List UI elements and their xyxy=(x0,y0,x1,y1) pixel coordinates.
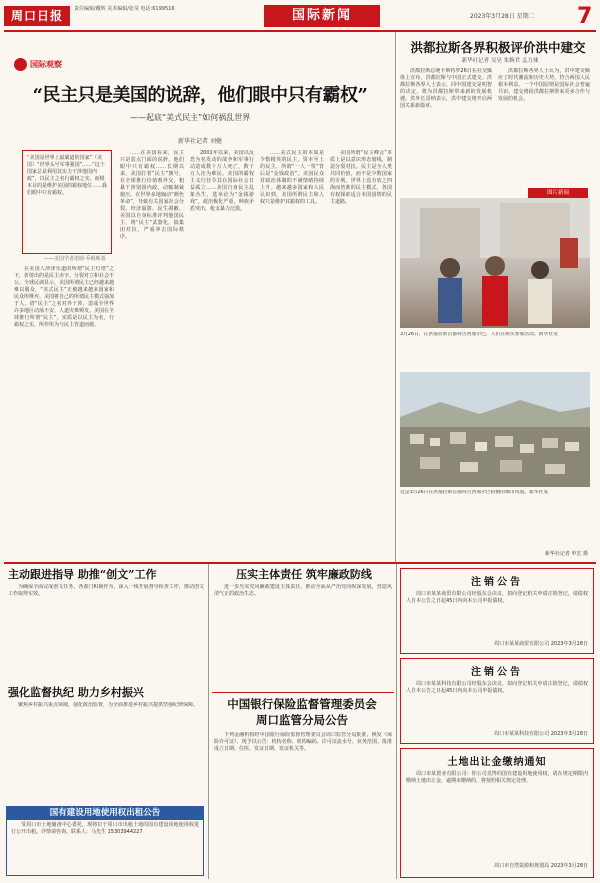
article3-body: 进一步压实党风廉政建设主体责任，推动全面从严治党向纵深发展，营造风清气正的政治生态。 xyxy=(214,584,392,597)
notice1-box xyxy=(400,568,594,654)
tag-circle-icon xyxy=(14,58,27,71)
photo-city-view-image xyxy=(400,372,590,487)
masthead-logo: 周口日报 xyxy=(4,6,70,26)
header-info-line: 责任编辑/戴辉 美术编辑/张昊 电话:6199516 xyxy=(74,6,175,12)
article2-body: 聚焦乡村振兴重点领域，强化政治监督，为全面推进乡村振兴提供坚强纪律保障。 xyxy=(18,702,199,708)
photo1-caption: 3月26日，在洪都拉斯首都特古西加尔巴，人们在街头参加活动。新华社发 xyxy=(400,332,558,337)
right-byline: 新华社记者 吴昊 朱婉君 孟力徕 xyxy=(461,58,539,64)
pull-quote-author: ——美国学者诺姆·乔姆斯基 xyxy=(44,256,106,262)
pull-quote: “美国是世界上最霸道的国家”（美国）“世界头号军事强国”……“这个国家总是利用其实力干涉他国内政”，以民主之名行霸权之实，而根本目的是维护美国的霸权地位……我们眼中只有霸权。 xyxy=(22,150,112,254)
notice2-sign: 周口市某某科技有限公司 2023年3月28日 xyxy=(494,731,588,737)
notice1-sign: 周口市某某商贸有限公司 2023年3月28日 xyxy=(494,641,588,647)
section-rule xyxy=(4,562,596,564)
notice2-title: 注销公告 xyxy=(471,667,523,678)
land-lease-title: 国有建设用地使用权出租公告 xyxy=(7,807,203,820)
section-title: 国际新闻 xyxy=(264,5,380,27)
photo2-caption: 这是3月26日在洪都拉斯首都特古西加尔巴拍摄的城市风貌。新华社发 xyxy=(400,490,549,495)
photo-city-view xyxy=(400,372,590,487)
notice3-body: 周口市某置业有限公司：你公司竞得的国有建设用地使用权，请在规定期限内缴纳土地出让金，逾期未缴纳的，将按照相关规定处理。 xyxy=(406,771,588,784)
bottom-divider-2 xyxy=(396,564,397,879)
article3-headline: 压实主体责任 筑牢廉政防线 xyxy=(236,568,372,581)
main-body-col-1: 在美国人津津乐道的所谓“民主灯塔”之下，折射出的是民主赤字、分裂对立和社会不公。全球民调显示，美国所谓民主已经越来越难以服众，“美式民主”正被越来越多国家和民众所唾弃。美国将自己的所谓民主模式强加于人，借“民主”之名对外干涉，造成全世界许多地区动荡不安、人道灾难频发。美国在全球推行所谓“民主”，实质是以民主为名，行霸权之实，所作所为与民主背道而驰。 xyxy=(14,266,114,328)
photo-credit: 新华社记者 申宏 摄 xyxy=(544,551,588,557)
bank-rule xyxy=(212,692,394,693)
bank-notice-body: 下列金融机构经中国银行保险监督管理委员会周口监管分局批准，换发《保险许可证》，现予以公告：机构名称、机构编码、许可证流水号、业务范围、批准成立日期、住所、发证日期、发证机关等。 xyxy=(214,732,392,752)
photo-street-event xyxy=(400,198,590,328)
main-body-col-3: 2001年以来，美国以反恐为名发动的战争和军事行动造成数十万人死亡，数千万人沦为难民。美国的霸权主义行径令其在国际社会日益孤立……美国自身民主乱象丛生，选举沦为“金钱游戏”，政治极化严重，种族矛盾突出，枪支暴力泛滥。 xyxy=(190,150,254,212)
article1-headline: 主动跟进指导 助推“创文”工作 xyxy=(8,568,157,581)
land-lease-notice xyxy=(6,806,204,876)
right-headline: 洪都拉斯各界积极评价洪中建交 xyxy=(410,40,586,55)
main-body-col-4: ……美式民主的本质是少数精英的民主，资本至上的民主，所谓“一人一票”背后是“金钱政治”。美国民众对政治体制的不满情绪持续上升。越来越多国家和人民认识到，美国所谓民主和人权只是维护其霸权的工具。 xyxy=(260,150,324,205)
article2-headline: 强化监督执纪 助力乡村振兴 xyxy=(8,686,144,699)
notice3-box xyxy=(400,748,594,878)
main-body-col-2: ……在美国看来，民主只是装点门面的说辞，他们眼中只有霸权……长期以来，美国打着“民主”旗号，在全球推行价值观外交，粗暴干涉别国内政，动辄制裁施压，在世界多地煽动“颜色革命”，导致有关国家社会分裂、经济崩溃、民生凋敝。美国以自身标准评判他国民主，将“民主”武器化，搞集团对抗，严重冲击国际秩序。 xyxy=(120,150,184,240)
article1-body: 为确保全面完成创文任务，各部门积极作为，深入一线开展督导检查工作，推动创文工作取得实效。 xyxy=(8,584,204,597)
masthead xyxy=(4,6,70,28)
header-rule xyxy=(4,30,596,32)
column-divider xyxy=(395,32,396,562)
bottom-divider-1 xyxy=(208,564,209,879)
notice2-box xyxy=(400,658,594,744)
land-lease-body: 受周口市土地储备中心委托，现将位于周口市出租土地的国有建设用地使用权进行公开出租。详情请咨询。联系人：马先生 15303944227 xyxy=(11,822,199,835)
notice2-body: 周口市某某科技有限公司经股东会决议，拟向登记机关申请注销登记，请债权人自本公告之日起45日内向本公司申报债权。 xyxy=(406,681,588,694)
bank-notice-title: 中国银行保险监督管理委员会 周口监管分局公告 xyxy=(227,697,377,727)
right-body-col-2: 洪都拉斯各界人士认为，洪中建交顺应了时代潮流和历史大势，符合两国人民根本利益。一个中国原则是国际社会普遍共识，建交将给洪都拉斯带来更多合作与发展的机会。 xyxy=(498,68,590,102)
column-tag xyxy=(14,58,104,71)
main-byline: 新华社记者 刘健 xyxy=(178,138,222,145)
page-number: 7 xyxy=(577,4,593,29)
notice1-title: 注销公告 xyxy=(471,577,523,588)
photo-street-event-image xyxy=(400,198,590,328)
main-subheadline: ——起底“美式民主”如何祸乱世界 xyxy=(130,113,251,122)
notice1-body: 周口市某某商贸有限公司经股东会决议，拟向登记机关申请注销登记，请债权人自本公告之日起45日内向本公司申报债权。 xyxy=(406,591,588,604)
notice3-sign: 周口市自然资源和规划局 2023年3月28日 xyxy=(494,863,588,869)
right-body-col-1: 洪都拉斯总统卡斯特罗26日在社交媒体上宣布，洪都拉斯与中国正式建交。洪都拉斯各界人士表示，同中国建交是明智的决定，将为洪都拉斯带来新的发展机遇。洪外长雷纳表示，洪中建交将开启两国关系新篇章。 xyxy=(400,68,492,109)
header-info xyxy=(74,6,244,13)
main-body-col-5: 美国所谓“民主峰会”本质上是以意识形态划线，制造分裂对抗。民主是全人类共同价值，而不是少数国家的专利。世界上没有放之四海而皆准的民主模式，各国有权探索适合本国国情的民主道路。 xyxy=(330,150,392,205)
main-headline: “民主只是美国的说辞，他们眼中只有霸权” xyxy=(32,85,368,106)
issue-date: 2023年3月28日 星期二 xyxy=(470,13,535,20)
column-tag-label: 国际观察 xyxy=(30,60,62,69)
photo-news-tag: 图片新闻 xyxy=(528,188,588,198)
notice3-title: 土地出让金缴纳通知 xyxy=(447,757,547,768)
